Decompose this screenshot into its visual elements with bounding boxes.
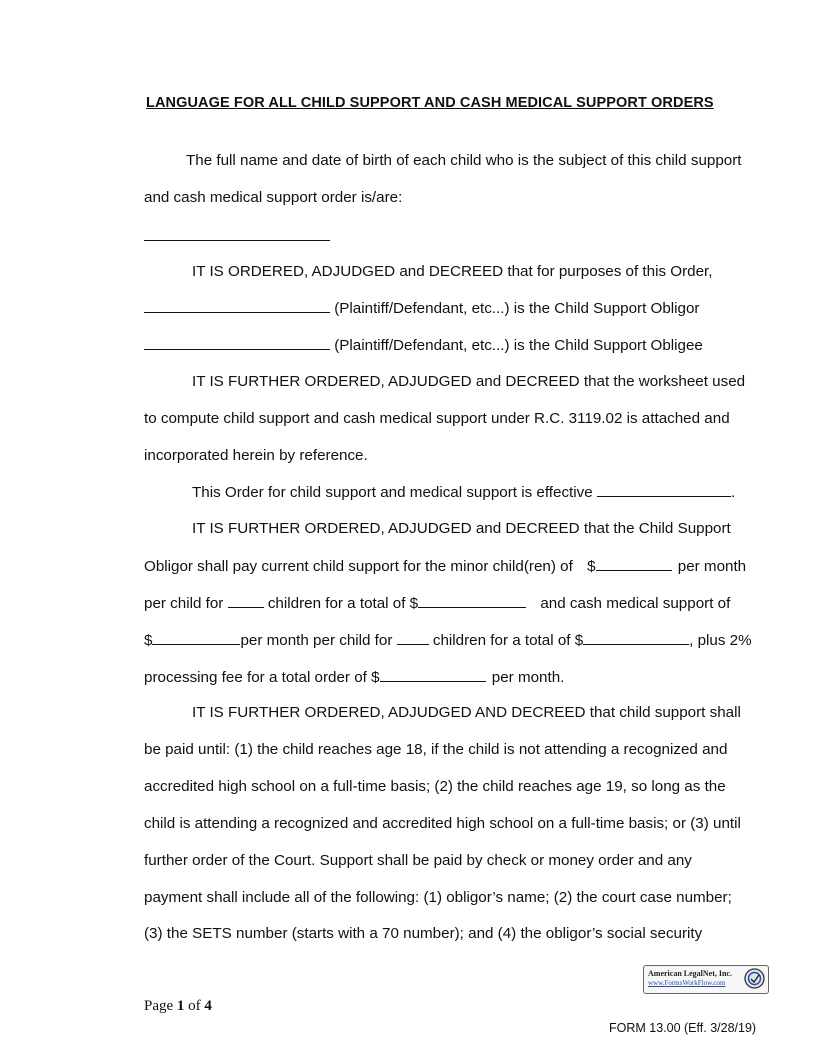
payment-line-3: $ per month per child for children for a total of $ , plus 2%	[144, 632, 752, 649]
payment-line-1: Obligor shall pay current child support for the minor child(ren) of $ per month	[144, 558, 747, 575]
paragraph-line: IT IS FURTHER ORDERED, ADJUDGED AND DECREED that child support shall	[192, 704, 741, 721]
paragraph-line: payment shall include all of the following: (1) obligor’s name; (2) the court case number;	[144, 889, 732, 906]
medical-support-amount-blank[interactable]	[152, 630, 240, 645]
page-number: Page 1 of 4	[144, 998, 212, 1014]
paragraph-line: IT IS FURTHER ORDERED, ADJUDGED and DECREED that the Child Support	[192, 520, 731, 537]
paragraph-line: IT IS ORDERED, ADJUDGED and DECREED that for purposes of this Order,	[192, 263, 713, 280]
payment-line-4: processing fee for a total order of $ per month.	[144, 669, 565, 686]
paragraph-line: be paid until: (1) the child reaches age 18, if the child is not attending a recognized and	[144, 741, 728, 758]
paragraph-line: and cash medical support order is/are:	[144, 189, 403, 206]
paragraph-line: The full name and date of birth of each child who is the subject of this child support	[186, 152, 742, 169]
document-title: LANGUAGE FOR ALL CHILD SUPPORT AND CASH MEDICAL SUPPORT ORDERS	[146, 95, 714, 111]
medical-children-count-blank[interactable]	[397, 630, 429, 645]
seal-icon	[744, 968, 765, 989]
effective-date-line: This Order for child support and medical support is effective .	[192, 484, 736, 501]
paragraph-line: child is attending a recognized and accredited high school on a full-time basis; or (3) until	[144, 815, 741, 832]
american-legalnet-logo[interactable]	[643, 965, 769, 994]
form-id: FORM 13.00 (Eff. 3/28/19)	[609, 1021, 757, 1035]
obligor-name-blank[interactable]	[144, 298, 330, 313]
payment-line-2: per child for children for a total of $ and cash medical support of	[144, 595, 731, 612]
paragraph-line: further order of the Court. Support shall be paid by check or money order and any	[144, 852, 692, 869]
paragraph-line: incorporated herein by reference.	[144, 447, 368, 464]
child-name-blank-line[interactable]	[144, 226, 770, 247]
medical-support-total-blank[interactable]	[583, 630, 689, 645]
children-count-blank[interactable]	[228, 593, 264, 608]
paragraph-line: (3) the SETS number (starts with a 70 number); and (4) the obligor’s social security	[144, 925, 703, 942]
effective-date-blank[interactable]	[597, 482, 731, 497]
logo-url-link[interactable]: www.FormsWorkFlow.com	[648, 979, 726, 987]
paragraph-line: accredited high school on a full-time basis; (2) the child reaches age 19, so long as the	[144, 778, 726, 795]
child-support-amount-blank[interactable]	[596, 556, 672, 571]
obligee-line: (Plaintiff/Defendant, etc...) is the Child Support Obligee	[144, 335, 770, 356]
child-support-total-blank[interactable]	[418, 593, 526, 608]
obligor-line: (Plaintiff/Defendant, etc...) is the Child Support Obligor	[144, 298, 770, 319]
obligee-name-blank[interactable]	[144, 335, 330, 350]
paragraph-line: IT IS FURTHER ORDERED, ADJUDGED and DECREED that the worksheet used	[192, 373, 746, 390]
total-order-blank[interactable]	[380, 667, 486, 682]
paragraph-line: to compute child support and cash medical support under R.C. 3119.02 is attached and	[144, 410, 730, 427]
logo-company-name: American LegalNet, Inc.	[648, 969, 732, 978]
